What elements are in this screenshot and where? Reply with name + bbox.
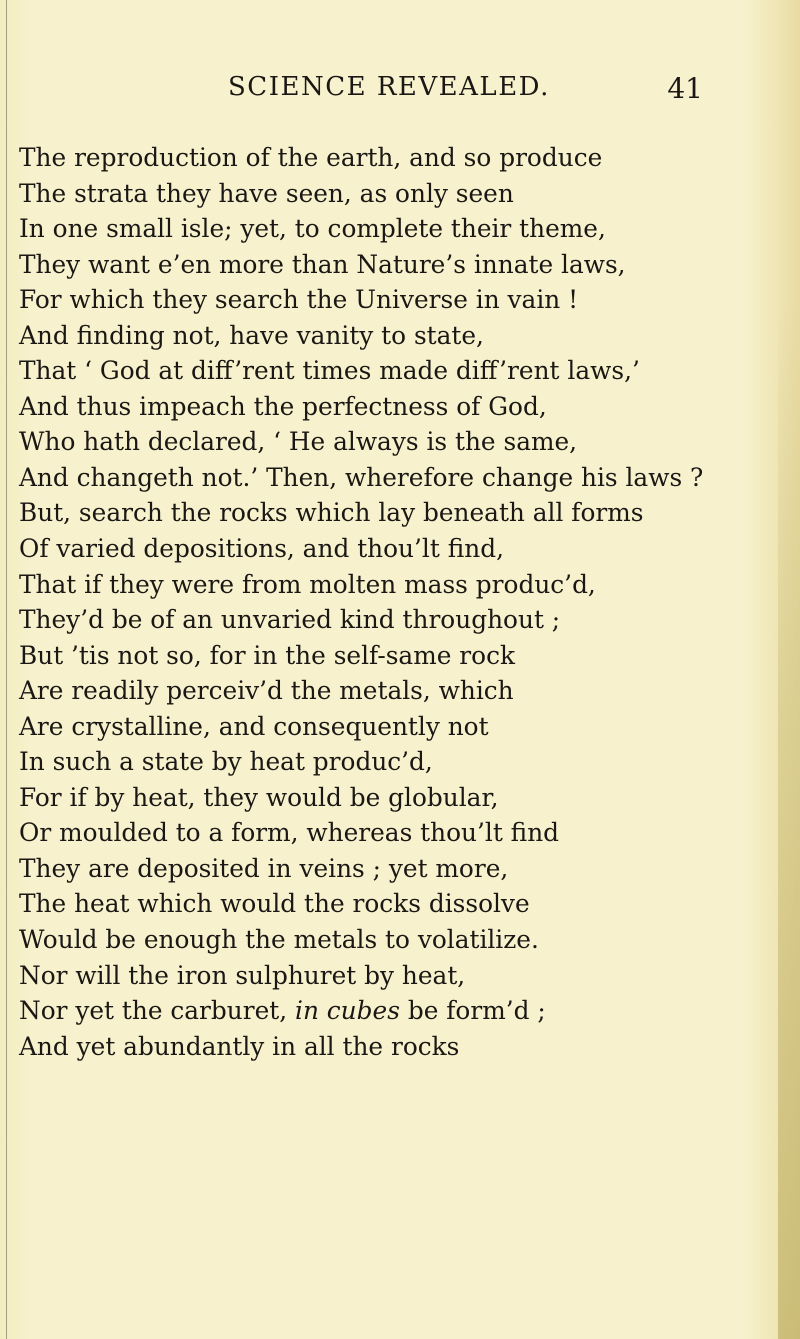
poem-line: And thus impeach the perfectness of God, [19, 391, 547, 421]
italic-phrase: in cubes [295, 996, 400, 1026]
page-number: 41 [667, 72, 703, 105]
poem-line: But, search the rocks which lay beneath all forms [19, 498, 644, 528]
poem-line: Of varied depositions, and thou’lt find, [19, 534, 504, 564]
poem-line: For if by heat, they would be globular, [19, 782, 499, 812]
poem-line: But ’tis not so, for in the self-same rock [19, 640, 515, 670]
poem-line: The strata they have seen, as only seen [19, 178, 514, 208]
running-head: SCIENCE REVEALED. [228, 72, 550, 102]
poem-line: Who hath declared, ‘ He always is the same, [19, 427, 578, 457]
poem-line: Are crystalline, and consequently not [19, 711, 489, 741]
poem-line: That ‘ God at diff’rent times made diff’rent laws,’ [19, 356, 640, 386]
poem-line: Would be enough the metals to volatilize. [19, 925, 539, 955]
poem-line: In one small isle; yet, to complete their theme, [19, 214, 606, 244]
poem-line: Or moulded to a form, whereas thou’lt find [19, 818, 560, 848]
line-text-after: be form’d ; [399, 996, 546, 1026]
page-edge-rule [6, 0, 7, 1339]
poem-line: That if they were from molten mass produc’d, [19, 569, 596, 599]
poem-line: They want e’en more than Nature’s innate laws, [19, 249, 626, 279]
poem-line: The reproduction of the earth, and so produce [19, 143, 603, 172]
line-text-before: Nor yet the carburet, [19, 996, 296, 1026]
poem-line: And yet abundantly in all the rocks [19, 1031, 460, 1061]
poem-line: The heat which would the rocks dissolve [19, 889, 530, 919]
poem-line: They’d be of an unvaried kind throughout ; [19, 605, 561, 635]
poem-line: They are deposited in veins ; yet more, [19, 853, 509, 883]
poem-line: Are readily perceiv’d the metals, which [19, 676, 514, 706]
poem-line: Nor will the iron sulphuret by heat, [19, 960, 466, 990]
poem-line [19, 993, 789, 1029]
poem-line: For which they search the Universe in vain ! [19, 285, 579, 315]
poem-line: And changeth not.’ Then, wherefore change his laws ? [19, 462, 704, 492]
poem-line: In such a state by heat produc’d, [19, 747, 433, 777]
page-header [0, 72, 800, 112]
poem-text [19, 140, 789, 1064]
poem-line: And finding not, have vanity to state, [19, 320, 484, 350]
